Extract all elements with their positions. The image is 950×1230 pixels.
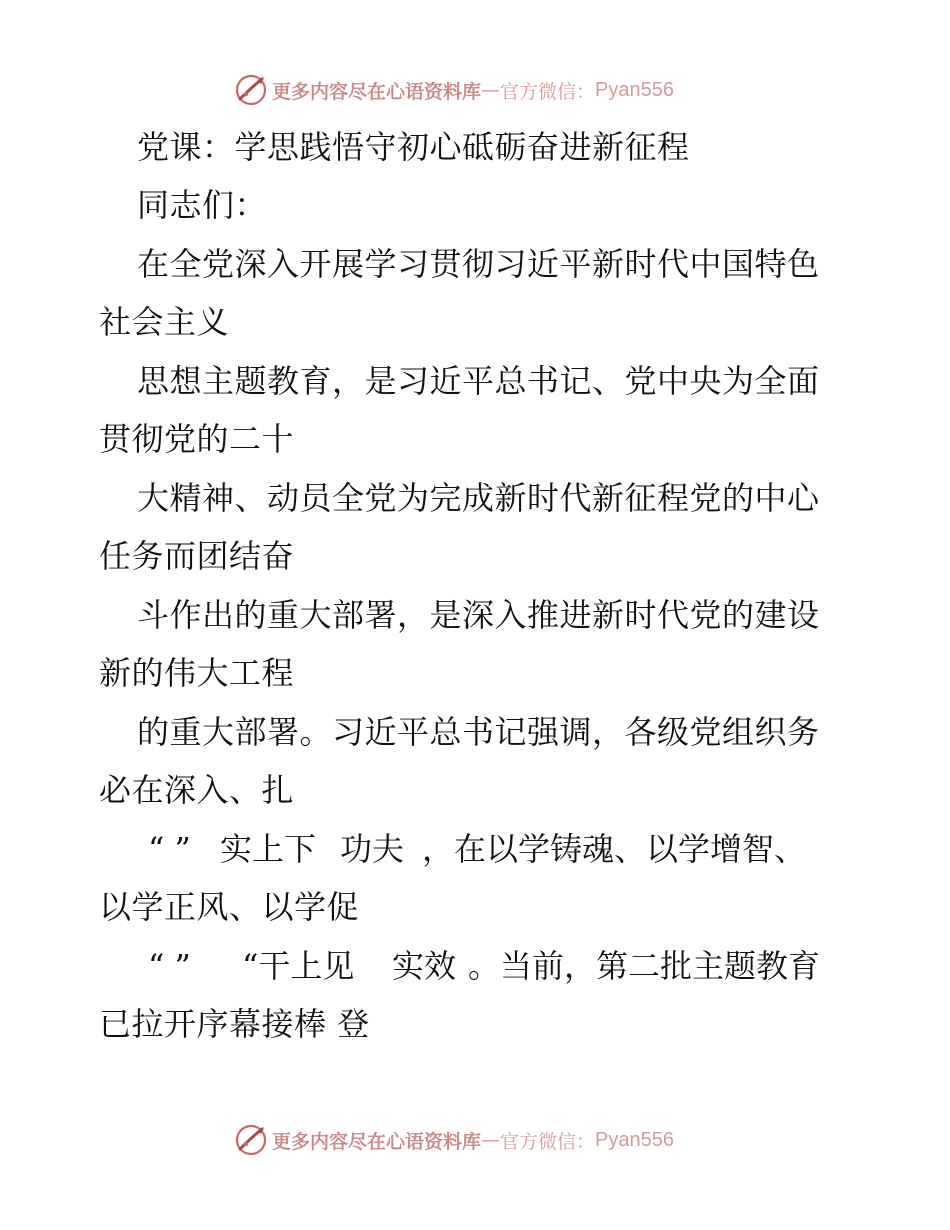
pen-logo-icon: [234, 1123, 268, 1157]
quote-marks: “ ”: [148, 830, 191, 868]
quote-text: 实效: [392, 947, 457, 985]
body-line: 的重大部署。习近平总书记强调，各级党组织务: [137, 713, 820, 751]
body-line: 斗作出的重大部署，是深入推进新时代党的建设: [137, 596, 820, 634]
body-line: 以学正风、以学促: [99, 888, 360, 926]
quote-text: 。当前，第二批主题教育: [468, 947, 821, 985]
body-line: 已拉开序幕接棒 登: [99, 1005, 370, 1043]
watermark-id: Pyan556: [595, 78, 674, 101]
watermark-main-text: 更多内容尽在心语资料库: [272, 1130, 482, 1153]
body-line: 思想主题教育，是习近平总书记、党中央为全面: [137, 362, 820, 400]
body-line: 在全党深入开展学习贯彻习近平新时代中国特色: [137, 245, 820, 283]
watermark-dash: —: [481, 79, 501, 101]
quote-line-2: [0, 946, 950, 986]
salutation: 同志们：: [137, 186, 268, 224]
quote-line-1: [0, 829, 950, 869]
watermark-label: 官方微信：: [500, 1130, 596, 1153]
watermark-main-text: 更多内容尽在心语资料库: [272, 80, 482, 103]
document-title: 党课：学思践悟守初心砥砺奋进新征程: [137, 128, 690, 166]
quote-text: 功夫: [340, 830, 405, 868]
body-line: 必在深入、扎: [99, 771, 295, 809]
watermark-label: 官方微信：: [500, 80, 596, 103]
watermark-banner-top: [234, 72, 674, 108]
quote-text: ，在以学铸魂、以学增智、: [422, 830, 807, 868]
body-line: 任务而团结奋: [99, 537, 295, 575]
watermark-id: Pyan556: [595, 1128, 674, 1151]
body-line: 社会主义: [99, 303, 230, 341]
pen-logo-icon: [234, 73, 268, 107]
body-line: 新的伟大工程: [99, 654, 295, 692]
body-line: 大精神、动员全党为完成新时代新征程党的中心: [137, 479, 820, 517]
watermark-banner-bottom: [234, 1122, 674, 1158]
body-line: 贯彻党的二十: [99, 420, 295, 458]
quote-text: 实上下: [220, 830, 317, 868]
quote-text: “干上见: [242, 947, 355, 985]
watermark-dash: —: [481, 1129, 501, 1151]
quote-marks: “ ”: [148, 947, 191, 985]
